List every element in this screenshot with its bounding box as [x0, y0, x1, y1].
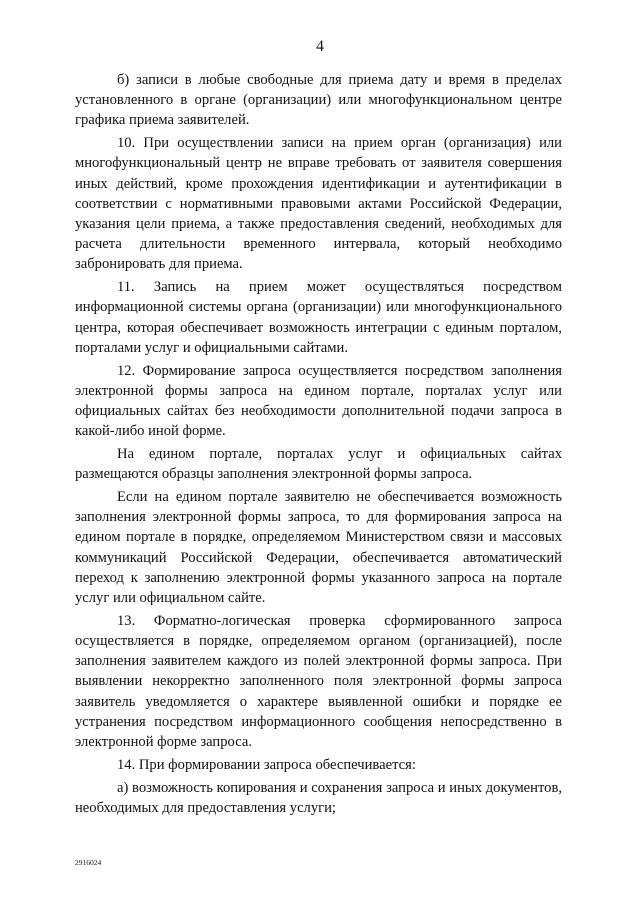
body-text — [75, 70, 562, 818]
paragraph-12-redirect: Если на едином портале заявителю не обеспечивается возможность заполнения электронной формы запроса, то для формирования запроса на едином портале в порядке, определяемом Министерством связи и массовых коммуникаций Российской Федерации, обеспечивается автоматический переход к заполнению электронной формы указанного запроса на портале услуг или официальном сайте. — [75, 489, 562, 607]
paragraph-10: 10. При осуществлении записи на прием орган (организация) или многофункциональный центр не вправе требовать от заявителя совершения иных действий, кроме прохождения идентификации и аутентификации в соответствии с нормативными правовыми актами Российской Федерации, указания цели приема, а также предоставления сведений, необходимых для расчета длительности временного интервала, который необходимо забронировать для приема. — [75, 135, 562, 273]
paragraph-14-item-a: а) возможность копирования и сохранения запроса и иных документов, необходимых для предоставления услуги; — [75, 779, 562, 816]
paragraph-12: 12. Формирование запроса осуществляется посредством заполнения электронной формы запроса на едином портале, порталах услуг или официальных сайтах без необходимости дополнительной подачи запроса в какой-либо иной форме. — [75, 362, 562, 440]
page-number: 4 — [316, 38, 324, 55]
paragraph-12-samples: На едином портале, порталах услуг и официальных сайтах размещаются образцы заполнения электронной формы запроса. — [75, 446, 562, 483]
paragraph-11: 11. Запись на прием может осуществляться посредством информационной системы органа (организации) или многофункционального центра, которая обеспечивает возможность интеграции с единым порталом, порталами услуг и официальными сайтами. — [75, 279, 562, 356]
paragraph-13: 13. Форматно-логическая проверка сформированного запроса осуществляется в порядке, определяемом органом (организацией), после заполнения заявителем каждого из полей электронной формы запроса. При выявлении некорректно заполненного поля электронной формы запроса заявитель уведомляется о характере выявленной ошибки и порядке ее устранения посредством информационного сообщения непосредственно в электронной форме запроса. — [75, 612, 562, 751]
document-code: 2916024 — [75, 858, 102, 867]
paragraph-item-b: б) записи в любые свободные для приема дату и время в пределах установленного в органе (организации) или многофункциональном центре графика приема заявителей. — [75, 72, 562, 129]
paragraph-14: 14. При формировании запроса обеспечивается: — [117, 756, 416, 773]
